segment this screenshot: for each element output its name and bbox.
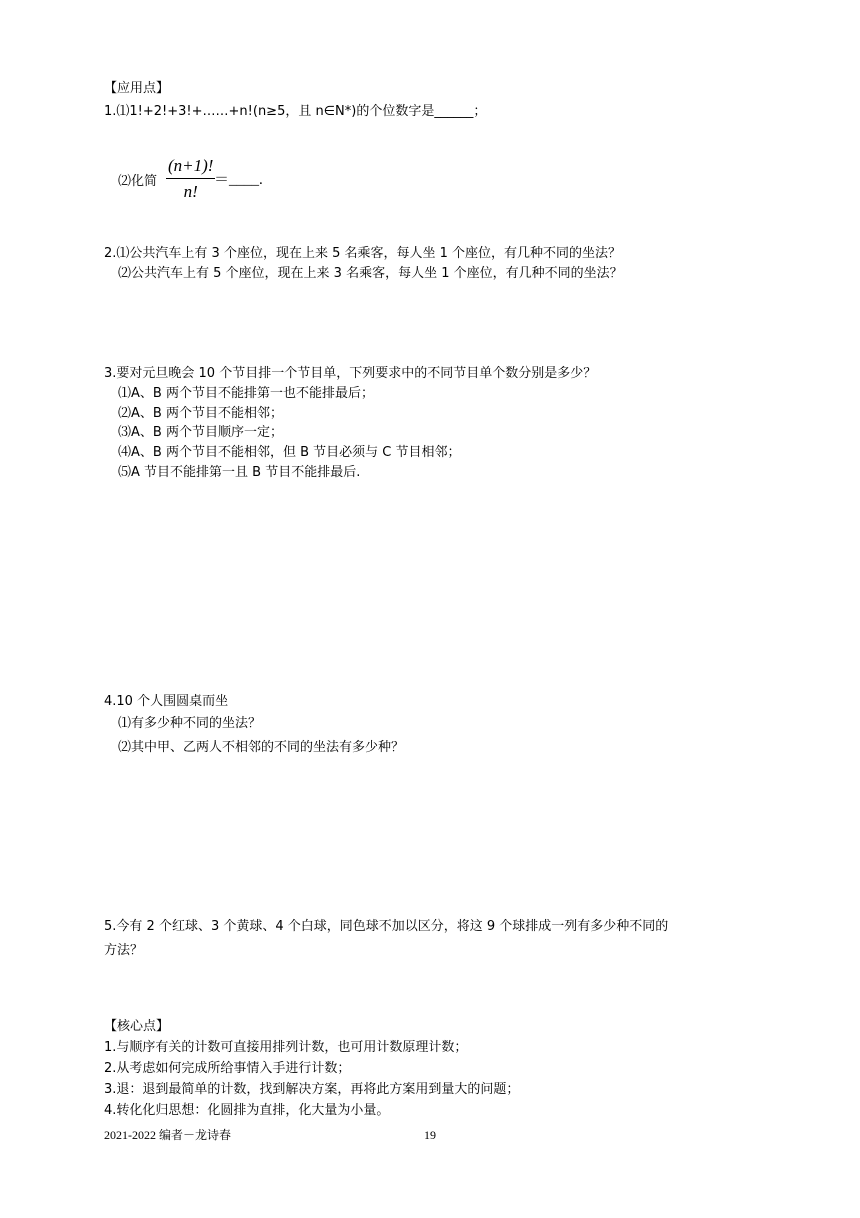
question-3-item-3: ⑶A、B 两个节目顺序一定； [118,425,283,440]
core-point-4: 4.转化化归思想：化圆排为直排，化大量为小量。 [104,1103,390,1118]
question-3: 3.要对元旦晚会 10 个节目排一个节目单，下列要求中的不同节目单个数分别是多少？ [104,366,597,381]
question-5-line-2: 方法？ [104,943,144,958]
question-1-part-1: 1.⑴1!+2!+3!+……+n!(n≥5，且 n∈N*)的个位数字是______； [104,104,487,119]
question-2-part-1: 2.⑴公共汽车上有 3 个座位，现在上来 5 名乘客，每人坐 1 个座位，有几种不同的坐法？ [104,246,622,261]
question-3-item-4: ⑷A、B 两个节目不能相邻，但 B 节目必须与 C 节目相邻； [118,445,461,460]
question-4-item-2: ⑵其中甲、乙两人不相邻的不同的坐法有多少种？ [118,740,405,755]
core-point-1: 1.与顺序有关的计数可直接用排列计数，也可用计数原理计数； [104,1040,468,1055]
question-1-part-2-prefix: ⑵化简 [118,174,158,189]
question-3-item-1: ⑴A、B 两个节目不能排第一也不能排最后； [118,386,374,401]
footer-author: 2021-2022 编者－龙诗春 [104,1128,231,1142]
question-3-item-2: ⑵A、B 两个节目不能相邻； [118,406,283,421]
fraction-expression [166,156,215,202]
question-2-part-2: ⑵公共汽车上有 5 个座位，现在上来 3 名乘客，每人坐 1 个座位，有几种不同的坐法？ [118,266,623,281]
core-point-3: 3.退：退到最简单的计数，找到解决方案，再将此方案用到量大的问题； [104,1082,520,1097]
question-4: 4.10 个人围圆桌而坐 [104,694,229,709]
fraction-numerator: (n+1)! [166,156,215,179]
core-header: 【核心点】 [104,1019,170,1034]
core-point-2: 2.从考虑如何完成所给事情入手进行计数； [104,1061,351,1076]
question-4-item-1: ⑴有多少种不同的坐法？ [118,716,262,731]
page-number: 19 [424,1128,436,1142]
question-5-line-1: 5.今有 2 个红球、3 个黄球、4 个白球，同色球不加以区分，将这 9 个球排成一列有多少种不同的 [104,919,669,934]
apply-header: 【应用点】 [104,81,170,96]
question-1-part-2-suffix: ＝____. [214,172,263,188]
fraction-denominator: n! [183,182,198,201]
question-3-item-5: ⑸A 节目不能排第一且 B 节目不能排最后. [118,465,361,480]
